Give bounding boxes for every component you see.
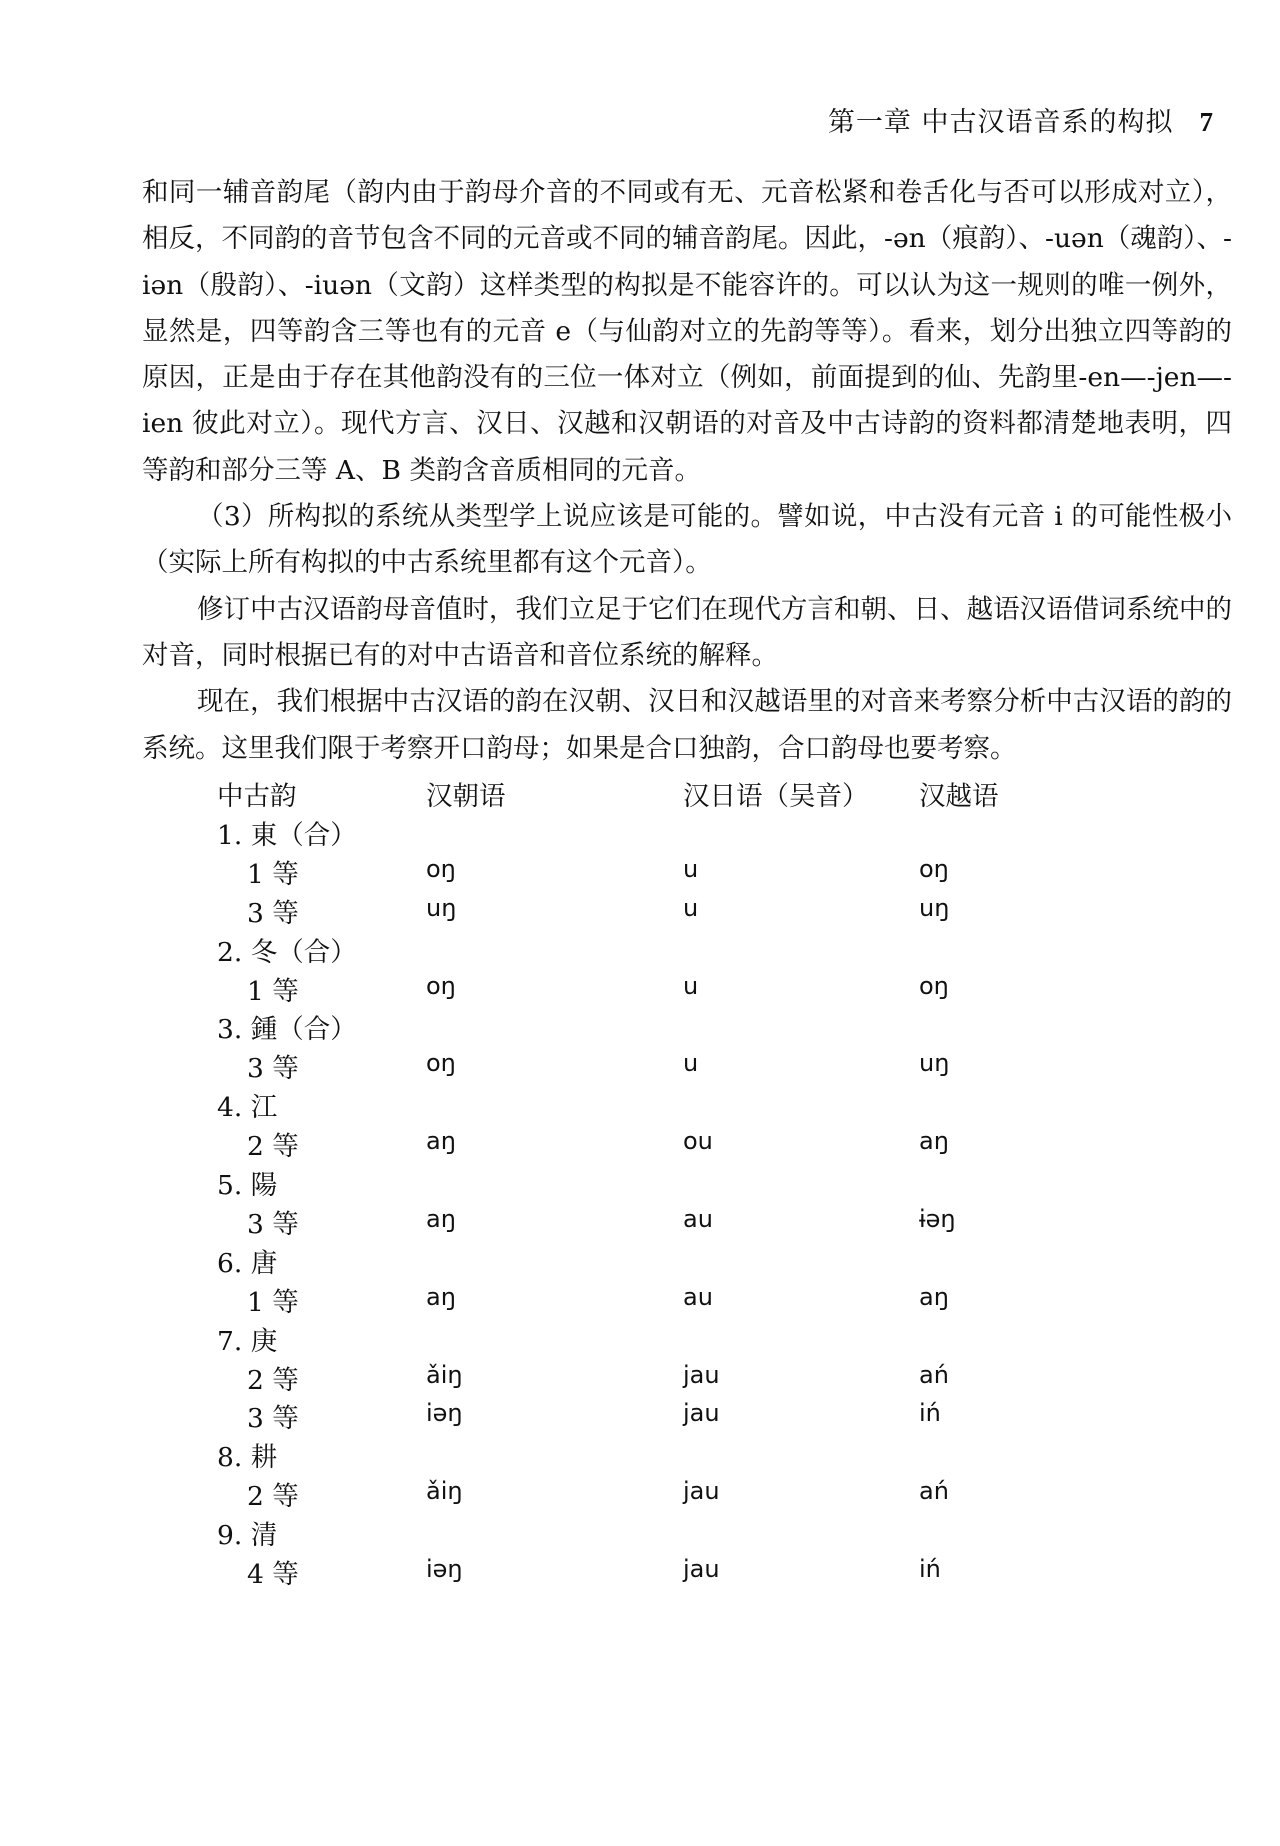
chapter-title: 第一章 中古汉语音系的构拟 — [827, 107, 1174, 138]
paragraph-3: 修订中古汉语韵母音值时，我们立足于它们在现代方言和朝、日、越语汉语借词系统中的对音，同时根据已有的对中古语音和音位系统的解释。 — [142, 593, 1232, 671]
rhyme-name: 8. 耕 — [217, 1442, 278, 1474]
sino-japanese-value: jau — [683, 1477, 720, 1506]
sino-vietnamese-value: oŋ — [919, 854, 949, 883]
rhyme-group-row — [0, 1435, 1280, 1475]
sino-vietnamese-value: uŋ — [919, 893, 950, 922]
paragraph-2: （3）所构拟的系统从类型学上说应该是可能的。譬如说，中古没有元音 i 的可能性极小（实际上所有构拟的中古系统里都有这个元音）。 — [142, 501, 1232, 579]
sino-vietnamese-value: uŋ — [919, 1049, 950, 1078]
grade-label: 2 等 — [247, 1131, 299, 1163]
sino-korean-value: uŋ — [426, 893, 457, 922]
sino-korean-value: aŋ — [426, 1127, 456, 1156]
rhyme-name: 5. 陽 — [217, 1170, 278, 1201]
grade-label: 1 等 — [247, 858, 299, 890]
rhyme-group-row — [0, 1163, 1280, 1203]
grade-label: 3 等 — [247, 1403, 299, 1435]
header-sino-vietnamese: 汉越语 — [919, 781, 999, 812]
rhyme-name: 9. 清 — [217, 1520, 278, 1552]
header-sino-japanese: 汉日语（吴音） — [683, 781, 869, 812]
table-row — [0, 1124, 1280, 1164]
sino-vietnamese-value: aŋ — [919, 1127, 949, 1156]
table-row — [0, 1396, 1280, 1436]
paragraph-4: 现在，我们根据中古汉语的韵在汉朝、汉日和汉越语里的对音来考察分析中古汉语的韵的系统。这里我们限于考察开口韵母；如果是合口独韵，合口韵母也要考察。 — [142, 686, 1232, 764]
rhyme-group-row — [0, 930, 1280, 970]
sino-vietnamese-value: oŋ — [919, 971, 949, 1000]
paragraph-1: 和同一辅音韵尾（韵内由于韵母介音的不同或有无、元音松紧和卷舌化与否可以形成对立），相反，不同韵的音节包含不同的元音或不同的辅音韵尾。因此，-ən（痕韵）、-uən（魂韵）、-iən（殷韵）、-iuən（文韵）这样类型的构拟是不能容许的。可以认为这一规则的唯一例外，显然是，四等韵含三等也有的元音 e（与仙韵对立的先韵等等）。看来，划分出独立四等韵的原因，正是由于存在其他韵没有的三位一体对立（例如，前面提到的仙、先韵里-en—-jen—-ien 彼此对立）。现代方言、汉日、汉越和汉朝语的对音及中古诗韵的资料都清楚地表明，四等韵和部分三等 A、B 类韵含音质相同的元音。 — [142, 177, 1232, 486]
body-text — [142, 170, 1232, 772]
grade-label: 2 等 — [247, 1364, 299, 1396]
sino-vietnamese-value: ɨəŋ — [919, 1204, 956, 1233]
table-row — [0, 1358, 1280, 1398]
rhyme-group-row — [0, 1007, 1280, 1047]
sino-japanese-value: au — [683, 1282, 713, 1311]
rhyme-group-row — [0, 1319, 1280, 1359]
table-row — [0, 1046, 1280, 1086]
sino-japanese-value: u — [683, 1049, 699, 1078]
table-row — [0, 1552, 1280, 1592]
sino-korean-value: oŋ — [426, 854, 456, 883]
running-header — [828, 100, 1214, 139]
sino-japanese-value: u — [683, 854, 699, 883]
sino-japanese-value: u — [683, 971, 699, 1000]
sino-korean-value: aŋ — [426, 1282, 456, 1311]
sino-japanese-value: u — [683, 893, 699, 922]
grade-label: 1 等 — [247, 975, 299, 1007]
grade-label: 4 等 — [247, 1559, 299, 1590]
sino-vietnamese-value: iń — [919, 1555, 941, 1583]
grade-label: 3 等 — [247, 1208, 299, 1240]
rhyme-name: 2. 冬（合） — [217, 936, 357, 968]
sino-japanese-value: au — [683, 1204, 713, 1233]
rhyme-name: 3. 鍾（合） — [217, 1014, 357, 1046]
sino-korean-value: oŋ — [426, 971, 456, 1000]
header-sino-korean: 汉朝语 — [426, 781, 506, 812]
sino-korean-value: ǎiŋ — [426, 1477, 463, 1506]
rhyme-name: 4. 江 — [217, 1092, 278, 1124]
rhyme-group-row — [0, 1513, 1280, 1553]
rhyme-name: 7. 庚 — [217, 1325, 278, 1357]
table-row — [0, 1280, 1280, 1320]
sino-japanese-value: jau — [683, 1555, 720, 1583]
rhyme-group-row — [0, 1241, 1280, 1281]
grade-label: 1 等 — [247, 1286, 299, 1318]
sino-japanese-value: ou — [683, 1127, 713, 1156]
sino-japanese-value: jau — [683, 1360, 720, 1389]
page-number: 7 — [1199, 107, 1214, 137]
table-row — [0, 1474, 1280, 1514]
table-row — [0, 852, 1280, 892]
grade-label: 3 等 — [247, 1053, 299, 1085]
table-row — [0, 1202, 1280, 1242]
rhyme-name: 1. 東（合） — [217, 819, 357, 851]
sino-vietnamese-value: iń — [919, 1399, 941, 1428]
sino-vietnamese-value: ań — [919, 1477, 949, 1506]
rhyme-group-row — [0, 813, 1280, 853]
sino-vietnamese-value: ań — [919, 1360, 949, 1389]
grade-label: 3 等 — [247, 897, 299, 929]
sino-korean-value: ǎiŋ — [426, 1360, 463, 1389]
sino-korean-value: iəŋ — [426, 1399, 463, 1428]
sino-vietnamese-value: aŋ — [919, 1282, 949, 1311]
sino-korean-value: iəŋ — [426, 1555, 463, 1583]
grade-label: 2 等 — [247, 1481, 299, 1513]
table-row — [0, 969, 1280, 1009]
table-row — [0, 891, 1280, 931]
sino-korean-value: aŋ — [426, 1204, 456, 1233]
sino-korean-value: oŋ — [426, 1049, 456, 1078]
table-header-row — [0, 774, 1280, 814]
header-middle-chinese: 中古韵 — [217, 781, 297, 812]
rhyme-group-row — [0, 1085, 1280, 1125]
rhyme-name: 6. 唐 — [217, 1247, 278, 1279]
sino-japanese-value: jau — [683, 1399, 720, 1428]
